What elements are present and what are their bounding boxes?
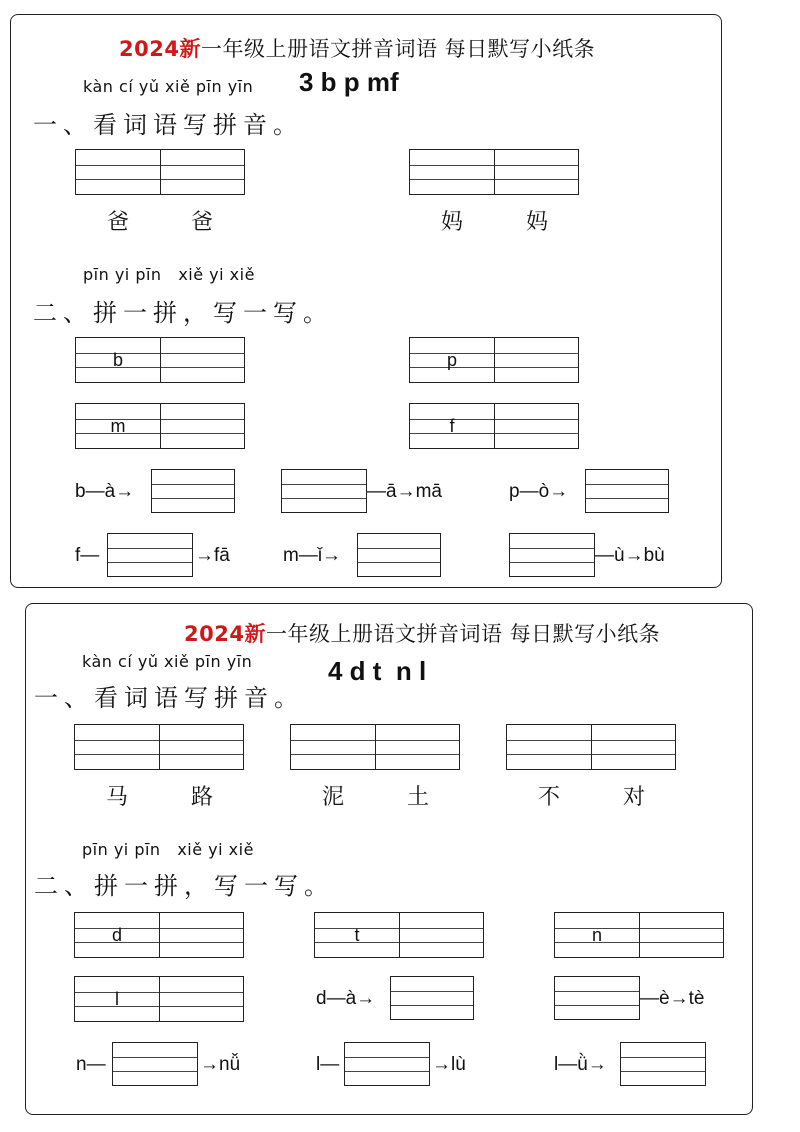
- word-char: 妈: [441, 210, 464, 235]
- section2-pinyin: pīn yi pīn xiě yi xiě: [82, 840, 254, 859]
- grid-letter: f: [449, 415, 455, 436]
- word-char: 路: [191, 785, 214, 810]
- lesson-letters: 4 d t n l: [328, 656, 427, 686]
- word-char: 爸: [107, 210, 130, 235]
- grid-letter: t: [354, 924, 360, 945]
- letter-practice-grid[interactable]: [409, 337, 579, 383]
- spelling-exercise: m—ǐ→: [283, 545, 342, 566]
- worksheet-card-1: [10, 14, 722, 588]
- answer-box[interactable]: [509, 533, 595, 577]
- card-title: [184, 618, 660, 648]
- spelling-exercise: p—ò→: [509, 481, 569, 502]
- answer-box[interactable]: [554, 976, 640, 1020]
- grid-letter: l: [115, 988, 119, 1009]
- title-year: 2024新: [119, 37, 201, 61]
- letter-practice-grid[interactable]: [74, 912, 244, 958]
- title-text: 一年级上册语文拼音词语 每日默写小纸条: [200, 37, 596, 61]
- grid-letter: m: [110, 415, 126, 436]
- spelling-exercise: —ā→mā: [367, 481, 442, 502]
- answer-box[interactable]: [112, 1042, 198, 1086]
- word-char: 泥: [322, 785, 345, 810]
- word-char: 爸: [191, 210, 214, 235]
- answer-box[interactable]: [344, 1042, 430, 1086]
- spelling-exercise: l—ǜ→: [554, 1054, 607, 1075]
- word-char: 马: [106, 785, 129, 810]
- spelling-exercise: →fā: [195, 545, 230, 566]
- spelling-exercise: l—: [316, 1054, 340, 1075]
- word-char: 土: [407, 785, 430, 810]
- pinyin-writing-grid[interactable]: [74, 724, 244, 770]
- letter-practice-grid[interactable]: [314, 912, 484, 958]
- title-year: 2024新: [184, 622, 266, 646]
- pinyin-writing-grid[interactable]: [506, 724, 676, 770]
- card-title: [119, 33, 595, 63]
- spelling-exercise: →lù: [432, 1054, 466, 1075]
- spelling-exercise: —ù→bù: [595, 545, 665, 566]
- answer-box[interactable]: [107, 533, 193, 577]
- worksheet-card-2: [25, 603, 753, 1115]
- grid-letter: p: [446, 349, 457, 370]
- answer-box[interactable]: [620, 1042, 706, 1086]
- answer-box[interactable]: [357, 533, 441, 577]
- grid-letter: b: [112, 349, 123, 370]
- letter-practice-grid[interactable]: [75, 337, 245, 383]
- word-char: 对: [623, 785, 646, 810]
- letter-practice-grid[interactable]: [409, 403, 579, 449]
- section2-pinyin: pīn yi pīn xiě yi xiě: [83, 265, 255, 284]
- title-text: 一年级上册语文拼音词语 每日默写小纸条: [265, 622, 661, 646]
- lesson-letters: 3 b p mf: [299, 67, 399, 97]
- letter-practice-grid[interactable]: [554, 912, 724, 958]
- section1-heading: 一、看词语写拼音。: [34, 684, 304, 712]
- word-char: 不: [538, 785, 561, 810]
- answer-box[interactable]: [585, 469, 669, 513]
- word-char: 妈: [526, 210, 549, 235]
- section1-pinyin: kàn cí yǔ xiě pīn yīn: [83, 77, 254, 96]
- section2-heading: 二、拼一拼，写一写。: [34, 872, 334, 900]
- grid-letter: d: [111, 924, 122, 945]
- answer-box[interactable]: [151, 469, 235, 513]
- spelling-exercise: →nǚ: [200, 1054, 241, 1075]
- section2-heading: 二、拼一拼，写一写。: [33, 299, 333, 327]
- answer-box[interactable]: [281, 469, 367, 513]
- spelling-exercise: b—à→: [75, 481, 135, 502]
- answer-box[interactable]: [390, 976, 474, 1020]
- section1-heading: 一、看词语写拼音。: [33, 111, 303, 139]
- pinyin-writing-grid[interactable]: [75, 149, 245, 195]
- spelling-exercise: n—: [76, 1054, 106, 1075]
- grid-letter: n: [591, 924, 602, 945]
- spelling-exercise: d—à→: [316, 988, 376, 1009]
- spelling-exercise: f—: [75, 545, 100, 566]
- spelling-exercise: —è→tè: [640, 988, 705, 1009]
- letter-practice-grid[interactable]: [75, 403, 245, 449]
- letter-practice-grid[interactable]: [74, 976, 244, 1022]
- pinyin-writing-grid[interactable]: [409, 149, 579, 195]
- pinyin-writing-grid[interactable]: [290, 724, 460, 770]
- section1-pinyin: kàn cí yǔ xiě pīn yīn: [82, 652, 253, 671]
